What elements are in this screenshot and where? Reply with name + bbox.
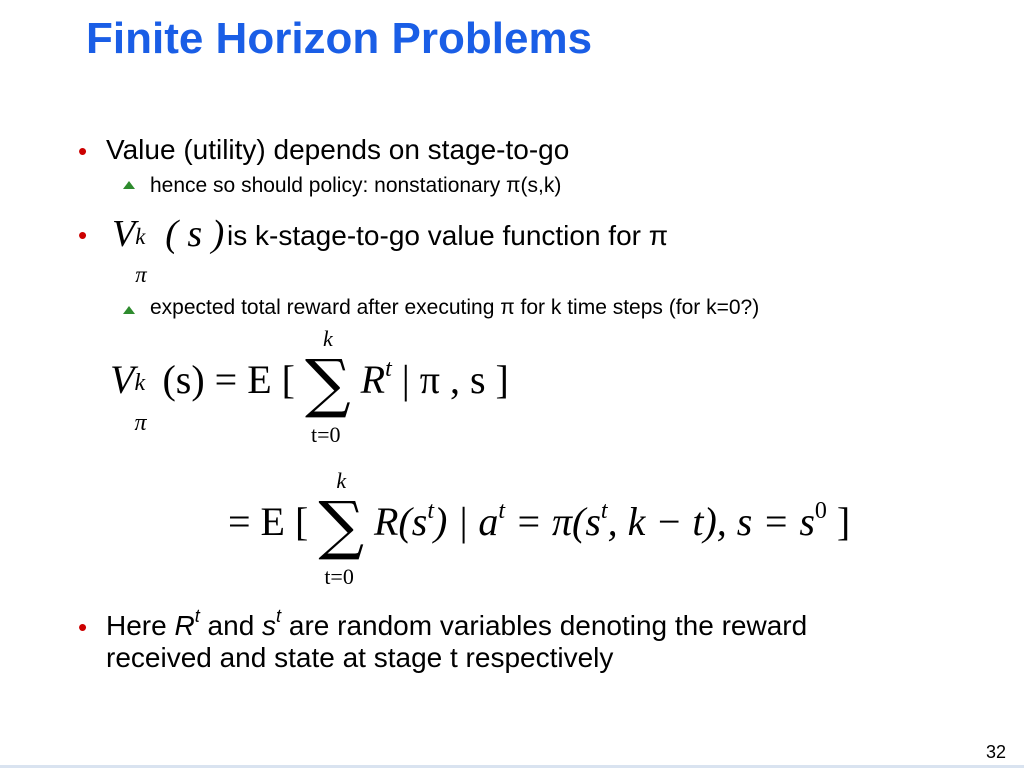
value-function-symbol: V k π ( s ) (112, 213, 225, 287)
summation-sign: ∑ k t=0 (304, 326, 351, 447)
bullet-2-text: is k-stage-to-go value function for π (227, 220, 669, 251)
bullet-dot: • (78, 136, 88, 166)
triangle-bullet-icon (123, 306, 135, 314)
bullet-1-text: Value (utility) depends on stage-to-go (106, 134, 570, 165)
page-number: 32 (985, 742, 1006, 762)
bullet-1-sub-text: hence so should policy: nonstationary π(s,k) (150, 174, 562, 197)
summation-sign: ∑ k t=0 (318, 468, 364, 589)
bullet-dot: • (78, 220, 88, 250)
slide-title: Finite Horizon Problems (86, 14, 593, 63)
equation-2: = E [ ∑ k t=0 $R(s^t)$ | $a^t = \pi(s^t$, k − t), $s = s^0$ ] (228, 468, 851, 589)
triangle-bullet-icon (123, 181, 135, 189)
bullet-3-line-2: received and state at stage t respectively (106, 642, 614, 673)
bullet-dot: • (78, 612, 88, 642)
bullet-2-sub-text: expected total reward after executing π for k time steps (for k=0?) (150, 296, 760, 319)
equation-1: V k π (s) = E [ ∑ k t=0 $R^t$ | π , s ] (110, 326, 509, 447)
bullet-3-line-1: Here $R^t$ and $s^t$ are random variables denoting the reward (106, 606, 808, 641)
